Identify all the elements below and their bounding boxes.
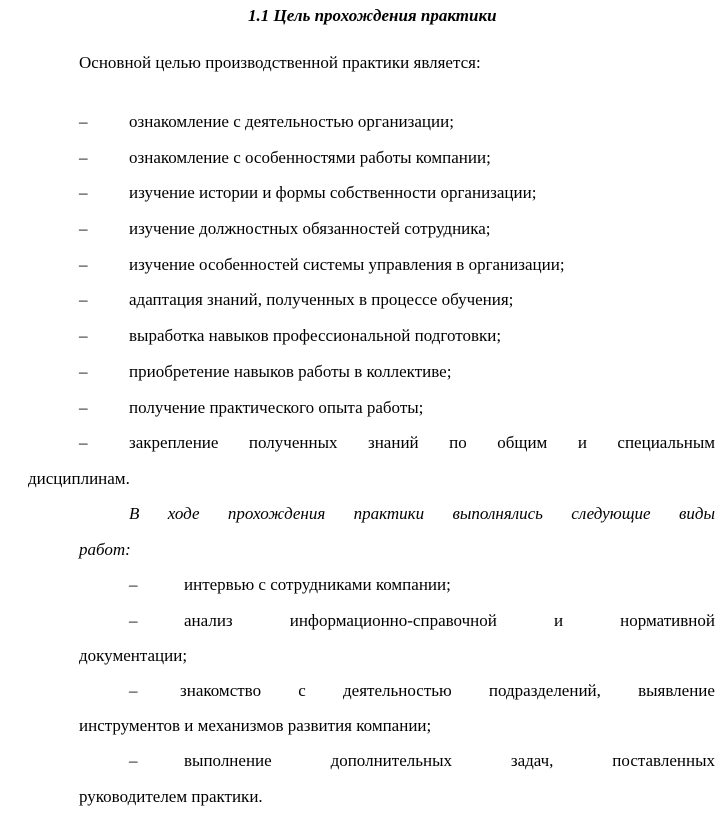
word: прохождения <box>227 504 326 523</box>
word: и <box>553 611 564 630</box>
dash-bullet: – <box>79 433 88 452</box>
word: подразделений, <box>488 681 601 700</box>
word: дополнительных <box>330 751 452 770</box>
dash-bullet: – <box>79 326 88 345</box>
list-item-continuation: руководителем практики. <box>79 787 263 806</box>
dash-bullet: – <box>129 751 138 770</box>
word: анализ <box>184 611 233 630</box>
work-intro-line <box>129 504 715 524</box>
list-item-text-justified <box>129 433 715 453</box>
word: нормативной <box>620 611 715 630</box>
dash-bullet: – <box>129 681 138 700</box>
dash-bullet: – <box>79 290 88 309</box>
list-item-text: интервью с сотрудниками компании; <box>184 575 451 594</box>
list-item-text: выработка навыков профессиональной подготовки; <box>129 326 502 345</box>
word: виды <box>678 504 715 523</box>
work-intro-continuation: работ: <box>79 540 131 559</box>
list-item-text: адаптация знаний, полученных в процессе обучения; <box>129 290 514 309</box>
word: выполнение <box>184 751 272 770</box>
intro-paragraph: Основной целью производственной практики является: <box>79 53 481 72</box>
word: полученных <box>248 433 338 452</box>
dash-bullet: – <box>79 362 88 381</box>
word: закрепление <box>129 433 219 452</box>
list-item-text: изучение истории и формы собственности организации; <box>129 183 537 202</box>
word: поставленных <box>612 751 715 770</box>
section-heading: 1.1 Цель прохождения практики <box>248 6 497 25</box>
list-item-text: ознакомление с деятельностью организации; <box>129 112 454 131</box>
dash-bullet: – <box>79 398 88 417</box>
list-item-continuation: дисциплинам. <box>28 469 130 488</box>
word: специальным <box>617 433 715 452</box>
list-item-text-justified <box>180 681 715 701</box>
word: выявление <box>638 681 715 700</box>
dash-bullet: – <box>79 112 88 131</box>
list-item-text: изучение должностных обязанностей сотрудника; <box>129 219 491 238</box>
list-item-text-justified <box>184 751 715 771</box>
list-item-text: приобретение навыков работы в коллективе; <box>129 362 452 381</box>
word: общим <box>497 433 548 452</box>
word: по <box>449 433 467 452</box>
word: задач, <box>510 751 554 770</box>
word: знакомство <box>180 681 262 700</box>
word: с <box>298 681 306 700</box>
dash-bullet: – <box>79 148 88 167</box>
word: практики <box>353 504 425 523</box>
dash-bullet: – <box>129 575 138 594</box>
dash-bullet: – <box>79 183 88 202</box>
list-item-continuation: документации; <box>79 646 188 665</box>
word: В <box>129 504 140 523</box>
word: деятельностью <box>343 681 452 700</box>
list-item-text: получение практического опыта работы; <box>129 398 424 417</box>
list-item-text: изучение особенностей системы управления в организации; <box>129 255 565 274</box>
list-item-text: ознакомление с особенностями работы компании; <box>129 148 491 167</box>
word: выполнялись <box>452 504 543 523</box>
dash-bullet: – <box>79 219 88 238</box>
word: и <box>577 433 587 452</box>
word: информационно-справочной <box>289 611 497 630</box>
dash-bullet: – <box>129 611 138 630</box>
list-item-continuation: инструментов и механизмов развития компании; <box>79 716 432 735</box>
dash-bullet: – <box>79 255 88 274</box>
word: следующие <box>571 504 651 523</box>
word: ходе <box>167 504 200 523</box>
word: знаний <box>367 433 419 452</box>
list-item-text-justified <box>184 611 715 631</box>
